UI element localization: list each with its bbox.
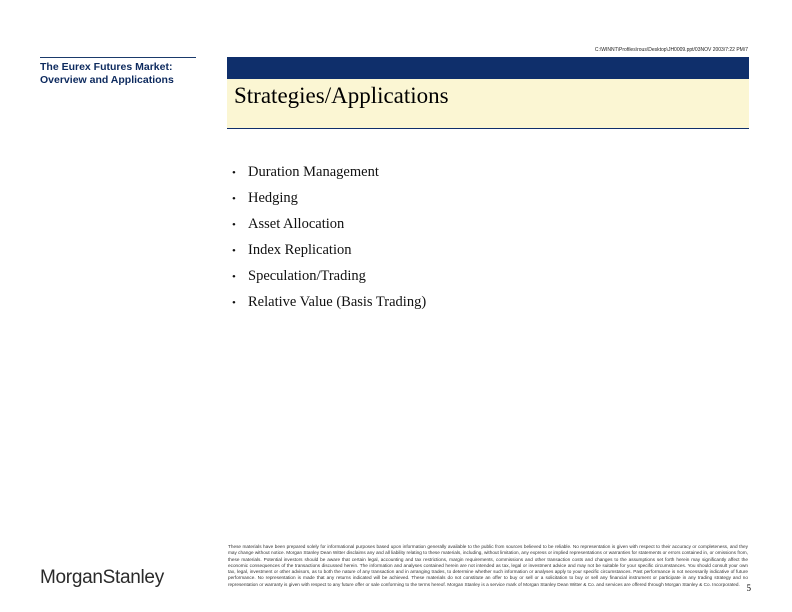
bullet-dot-icon: • (232, 271, 236, 283)
page-number: 5 (746, 583, 751, 593)
bullet-text: Index Replication (248, 242, 352, 258)
bullet-item (232, 187, 426, 213)
bullet-text: Hedging (248, 190, 298, 206)
bullet-item (232, 291, 426, 317)
bullet-item (232, 265, 426, 291)
bullet-dot-icon: • (232, 245, 236, 257)
slide-title-band (227, 57, 749, 128)
bullet-dot-icon: • (232, 193, 236, 205)
bullet-item (232, 239, 426, 265)
bullet-text: Speculation/Trading (248, 268, 366, 284)
presentation-title-line-2: Overview and Applications (40, 73, 174, 86)
bullet-text: Asset Allocation (248, 216, 345, 232)
presentation-title (40, 61, 200, 86)
presentation-title-line-1: The Eurex Futures Market: (40, 61, 173, 73)
legal-disclaimer: These materials have been prepared solely for informational purposes based upon information generally available to the public from sources believed to be reliable. No representation is given with respect to their accuracy or completeness, and they may change without notice. Morgan Stanley Dean Witter disclaims any and all liability relating to these materials, including, without limitation, any express or implied representations or warranties for statements or errors contained in, or omissions from, these materials. Potential investors should be aware that certain legal, accounting and tax restrictions, margin requirements, commissions and other transaction costs and changes to the assumptions set forth herein may significantly affect the economic consequences of the transactions discussed herein. The information and analyses contained herein are not intended as tax, legal or investment advice and may not be suitable for your specific circumstances. You should consult your own tax, legal, investment or other advisors, as to both the nature of any transaction and in arranging trades, to determine whether such information or analyses apply to your specific circumstances. Past performance is not necessarily indicative of future performance. No representation is made that any returns indicated will be achieved. These materials do not constitute an offer to buy or sell or a solicitation to buy or sell any financial instrument or participate in any trading strategy and no representation or warranty is given with respect to any future offer or sale conforming to the terms hereof. Morgan Stanley is a service mark of Morgan Stanley Dean Witter & Co. and services are offered through Morgan Stanley & Co. Incorporated. (228, 544, 748, 587)
bullet-dot-icon: • (232, 219, 236, 231)
slide-title: Strategies/Applications (234, 83, 449, 108)
bullet-item (232, 213, 426, 239)
bullet-list (232, 161, 426, 317)
bullet-text: Relative Value (Basis Trading) (248, 294, 427, 310)
title-band-accent (227, 57, 749, 79)
sidebar-rule (40, 57, 196, 58)
file-path-label: C:\WINNT\Profiles\rous\Desktop\JH0009.ppt/03NOV 2003/7:22 PM/7 (594, 47, 748, 53)
title-underline (227, 128, 749, 129)
bullet-dot-icon: • (232, 297, 236, 309)
bullet-item (232, 161, 426, 187)
bullet-text: Duration Management (248, 164, 379, 180)
morgan-stanley-logo: MorganStanley (40, 567, 164, 588)
bullet-dot-icon: • (232, 167, 236, 179)
